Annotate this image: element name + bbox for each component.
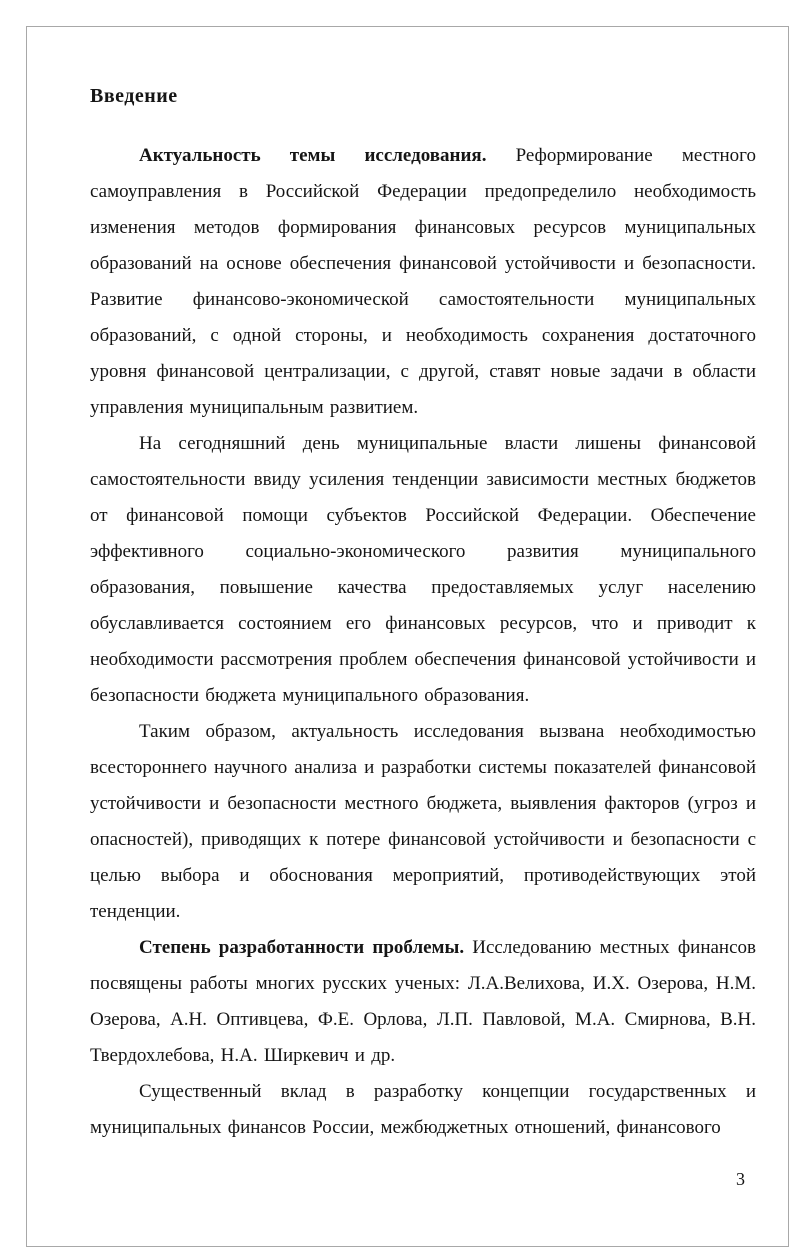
paragraph-lead: Актуальность темы исследования. — [139, 145, 516, 166]
paragraph — [90, 138, 756, 426]
paragraph-lead: Степень разработанности проблемы. — [139, 937, 473, 958]
page-number: 3 — [736, 1169, 745, 1189]
paragraph — [90, 714, 756, 930]
paragraph — [90, 426, 756, 714]
page-content — [90, 84, 756, 1146]
paragraph-text: Таким образом, актуальность исследования вызвана необходимостью всестороннего научного анализа и разработки системы показателей финансовой устойчивости и безопасности местного бюджета, выявления факторов (угроз и опасностей), приводящих к потере финансовой устойчивости и безопасности с целью выбора и обоснования мероприятий, противодействующих этой тенденции. — [90, 721, 756, 922]
paragraph-text: Существенный вклад в разработку концепции государственных и муниципальных финансов России, межбюджетных отношений, финансового — [90, 1081, 756, 1138]
paragraph-text: Реформирование местного самоуправления в Российской Федерации предопределило необходимость изменения методов формирования финансовых ресурсов муниципальных образований на основе обеспечения финансовой устойчивости и безопасности. Развитие финансово-экономической самостоятельности муниципальных образований, с одной стороны, и необходимость сохранения достаточного уровня финансовой централизации, с другой, ставят новые задачи в области управления муниципальным развитием. — [90, 145, 756, 418]
paragraph-text: На сегодняшний день муниципальные власти лишены финансовой самостоятельности ввиду усиления тенденции зависимости местных бюджетов от финансовой помощи субъектов Российской Федерации. Обеспечение эффективного социально-экономического развития муниципального образования, повышение качества предоставляемых услуг населению обуславливается состоянием его финансовых ресурсов, что и приводит к необходимости рассмотрения проблем обеспечения финансовой устойчивости и безопасности бюджета муниципального образования. — [90, 433, 756, 706]
paragraph — [90, 1074, 756, 1146]
section-heading: Введение — [90, 85, 178, 107]
paragraph — [90, 930, 756, 1074]
paragraph-text: Исследованию местных финансов посвящены работы многих русских ученых: Л.А.Велихова, И.Х. Озерова, Н.М. Озерова, А.Н. Оптивцева, Ф.Е. Орлова, Л.П. Павловой, М.А. Смирнова, В.Н. Твердохлебова, Н.А. Ширкевич и др. — [90, 937, 757, 1066]
